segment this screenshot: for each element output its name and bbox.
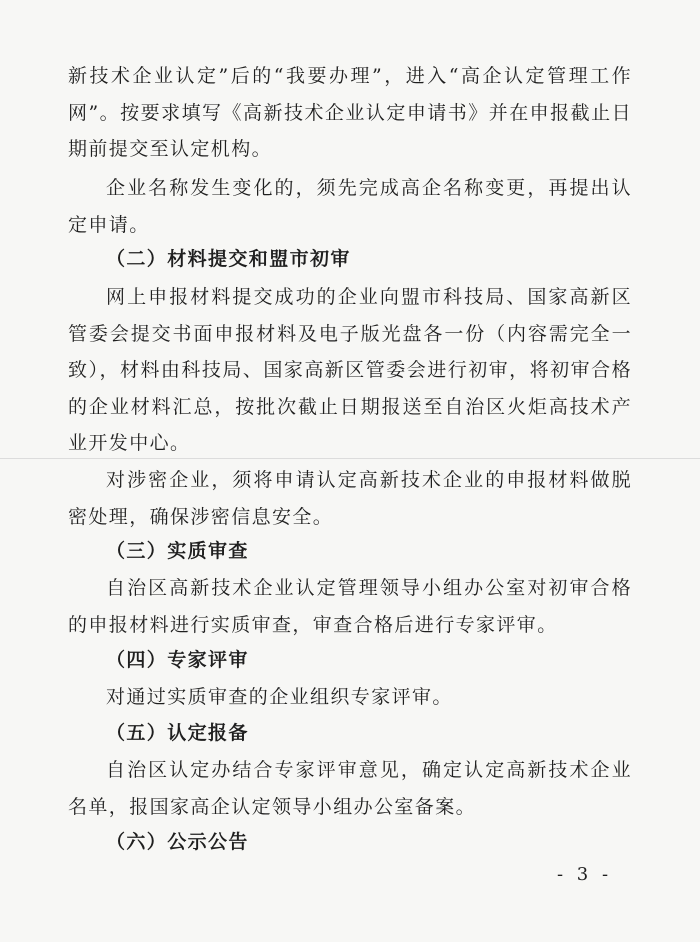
section-heading-2: （二）材料提交和盟市初审 [106, 248, 351, 270]
paragraph-expert-review: 对通过实质审查的企业组织专家评审。 [106, 686, 453, 708]
section-heading-4: （四）专家评审 [106, 649, 249, 671]
section-heading-6: （六）公示公告 [106, 831, 249, 853]
paragraph-substantive-review: 自治区高新技术企业认定管理领导小组办公室对初审合格的申报材料进行实质审查，审查合格后进行专家评审。 [68, 577, 632, 636]
paragraph-online-application: 新技术企业认定”后的“我要办理”，进入“高企认定管理工作网”。按要求填写《高新技术企业认定申请书》并在申报截止日期前提交至认定机构。 [68, 65, 632, 160]
paragraph-material-submission: 网上申报材料提交成功的企业向盟市科技局、国家高新区管委会提交书面申报材料及电子版光盘各一份（内容需完全一致），材料由科技局、国家高新区管委会进行初审，将初审合格的企业材料汇总，按批次截止日期报送至自治区火炬高技术产业开发中心。 [68, 286, 632, 454]
section-heading-3: （三）实质审查 [106, 540, 249, 562]
scan-fold-line [0, 458, 700, 459]
paragraph-classified-enterprise: 对涉密企业，须将申请认定高新技术企业的申报材料做脱密处理，确保涉密信息安全。 [68, 469, 632, 528]
page-number: - 3 - [557, 864, 613, 885]
paragraph-name-change: 企业名称发生变化的，须先完成高企名称变更，再提出认定申请。 [68, 177, 632, 236]
section-heading-5: （五）认定报备 [106, 722, 249, 744]
paragraph-filing: 自治区认定办结合专家评审意见，确定认定高新技术企业名单，报国家高企认定领导小组办公室备案。 [68, 759, 632, 818]
